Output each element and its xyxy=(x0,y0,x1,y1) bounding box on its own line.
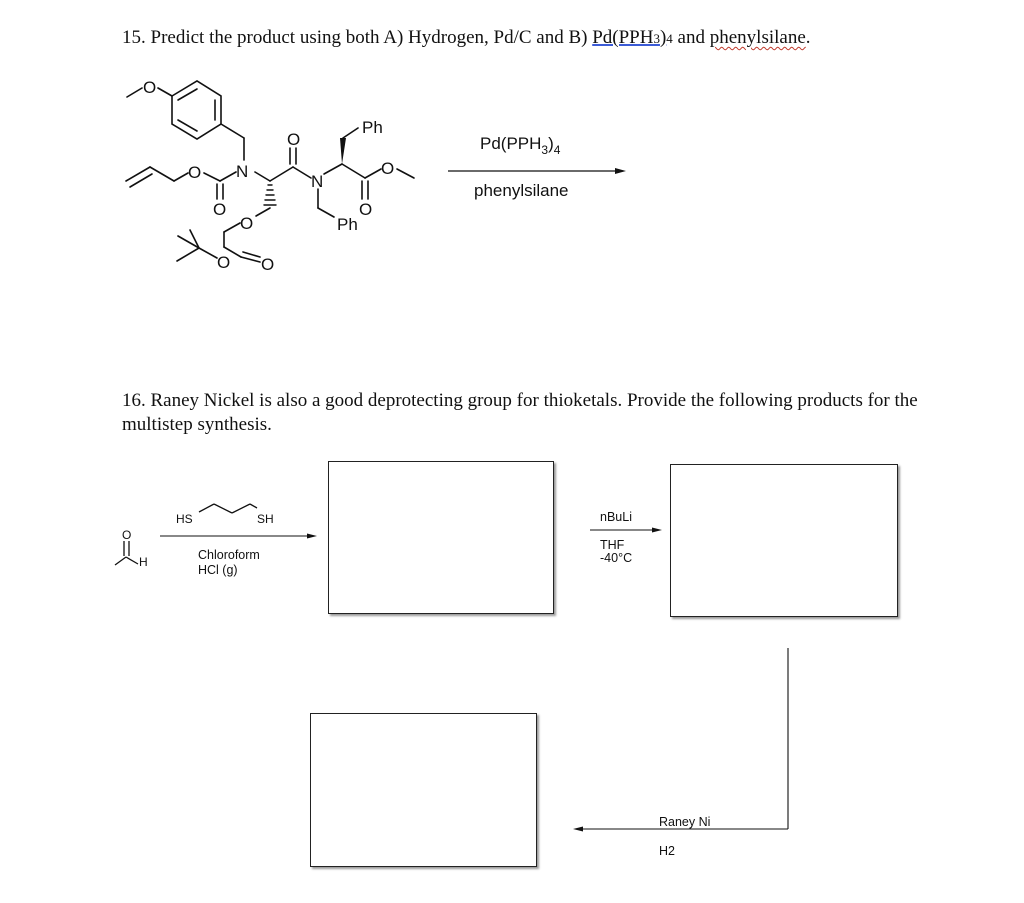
atom-o-boc1: O xyxy=(217,253,231,272)
step3-reagent-raney-ni: Raney Ni xyxy=(659,815,711,829)
atom-start-h: H xyxy=(139,555,148,569)
atom-o-carbonyl1: O xyxy=(213,200,227,219)
answer-box-3[interactable] xyxy=(310,713,537,867)
q15-arrow-above: $Pd(PPH_3)_4$ xyxy=(480,134,561,157)
step1-reagent-hcl: HCl (g) xyxy=(198,563,238,577)
atom-o-carbonyl3: O xyxy=(359,200,373,219)
step3-reagent-h2: H2 xyxy=(659,844,675,858)
atom-o-methoxy: O xyxy=(143,78,157,97)
dithiol-sh: SH xyxy=(257,512,274,526)
q16-number: 16. xyxy=(122,390,146,411)
q15-reagent2: phenylsilane xyxy=(709,27,806,48)
atom-n1: N xyxy=(236,162,249,181)
atom-o-ester1: O xyxy=(188,163,202,182)
step2-reagent-temp: -40°C xyxy=(600,551,633,565)
step2-reagent-thf: THF xyxy=(600,538,625,552)
atom-start-o: O xyxy=(122,528,132,542)
q15-arrow-below: phenylsilane xyxy=(474,181,569,200)
atom-o-carbonyl2: O xyxy=(287,130,301,149)
atom-o-ether: O xyxy=(240,214,254,233)
atom-ph-top: Ph xyxy=(362,118,383,137)
atom-ph-bottom: Ph xyxy=(337,215,358,234)
answer-box-2[interactable] xyxy=(670,464,898,617)
q15-text-part2: and xyxy=(672,27,710,48)
q15-text-part1: Predict the product using both A) Hydrogen, Pd/C and B) xyxy=(150,27,593,48)
atom-o-ester2: O xyxy=(381,159,395,178)
answer-box-1[interactable] xyxy=(328,461,554,614)
q15-reagent-link[interactable]: Pd(PPH3) xyxy=(592,27,667,48)
dithiol-hs: HS xyxy=(176,512,193,526)
step1-reagent-chloroform: Chloroform xyxy=(198,548,260,562)
q16-heading xyxy=(122,389,952,437)
q15-period: . xyxy=(805,27,811,48)
q15-reagent-sub2: 4 xyxy=(666,31,673,46)
q15-number: 15. xyxy=(122,27,146,48)
step2-reagent-nbuli: nBuLi xyxy=(600,510,632,524)
atom-n2: N xyxy=(311,172,324,191)
q16-text: Raney Nickel is also a good deprotecting group for thioketals. Provide the following products for the multistep synthesis. xyxy=(122,390,918,435)
atom-o-boc2: O xyxy=(261,255,275,274)
